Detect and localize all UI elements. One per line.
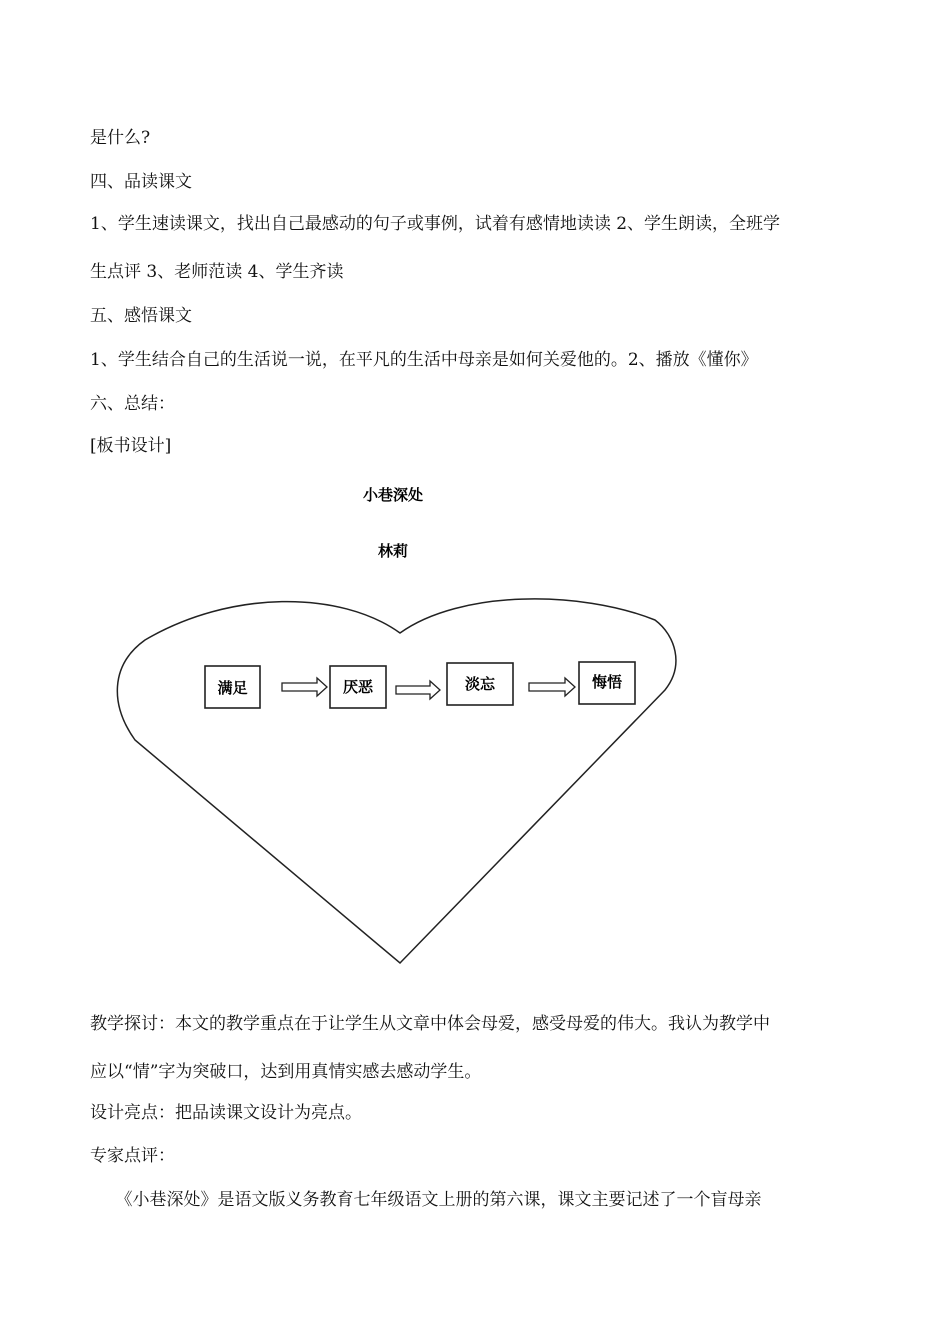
step-label: 淡忘 bbox=[464, 675, 496, 693]
arrow-right-icon bbox=[396, 681, 440, 699]
diagram-author: 林莉 bbox=[377, 542, 409, 560]
section-heading: 四、品读课文 bbox=[90, 172, 192, 192]
heart-outline bbox=[117, 599, 676, 963]
text-line: 《小巷深处》是语文版义务教育七年级语文上册的第六课，课文主要记述了一个盲母亲 bbox=[90, 1190, 762, 1210]
step-label: 满足 bbox=[217, 679, 248, 697]
text-line: 教学探讨：本文的教学重点在于让学生从文章中体会母爱，感受母爱的伟大。我认为教学中 bbox=[90, 1014, 770, 1034]
diagram-title: 小巷深处 bbox=[362, 486, 424, 504]
text-line: 设计亮点：把品读课文设计为亮点。 bbox=[90, 1103, 362, 1123]
arrow-right-icon bbox=[529, 678, 575, 696]
step-label: 悔悟 bbox=[591, 673, 623, 691]
text-line: 是什么? bbox=[90, 128, 151, 148]
step-label: 厌恶 bbox=[342, 678, 374, 696]
section-heading: 五、感悟课文 bbox=[90, 306, 192, 326]
arrow-right-icon bbox=[282, 678, 327, 696]
text-line: 专家点评： bbox=[90, 1146, 175, 1166]
section-heading: 六、总结： bbox=[90, 394, 175, 414]
board-design-diagram bbox=[110, 470, 690, 990]
text-line: 生点评 3、老师范读 4、学生齐读 bbox=[90, 262, 344, 282]
section-heading: [板书设计] bbox=[90, 436, 172, 456]
text-line: 应以“情”字为突破口，达到用真情实感去感动学生。 bbox=[90, 1062, 482, 1082]
text-line: 1、学生结合自己的生活说一说，在平凡的生活中母亲是如何关爱他的。2、播放《懂你》 bbox=[90, 350, 758, 370]
text-line: 1、学生速读课文，找出自己最感动的句子或事例，试着有感情地读读 2、学生朗读，全班学 bbox=[90, 214, 781, 234]
